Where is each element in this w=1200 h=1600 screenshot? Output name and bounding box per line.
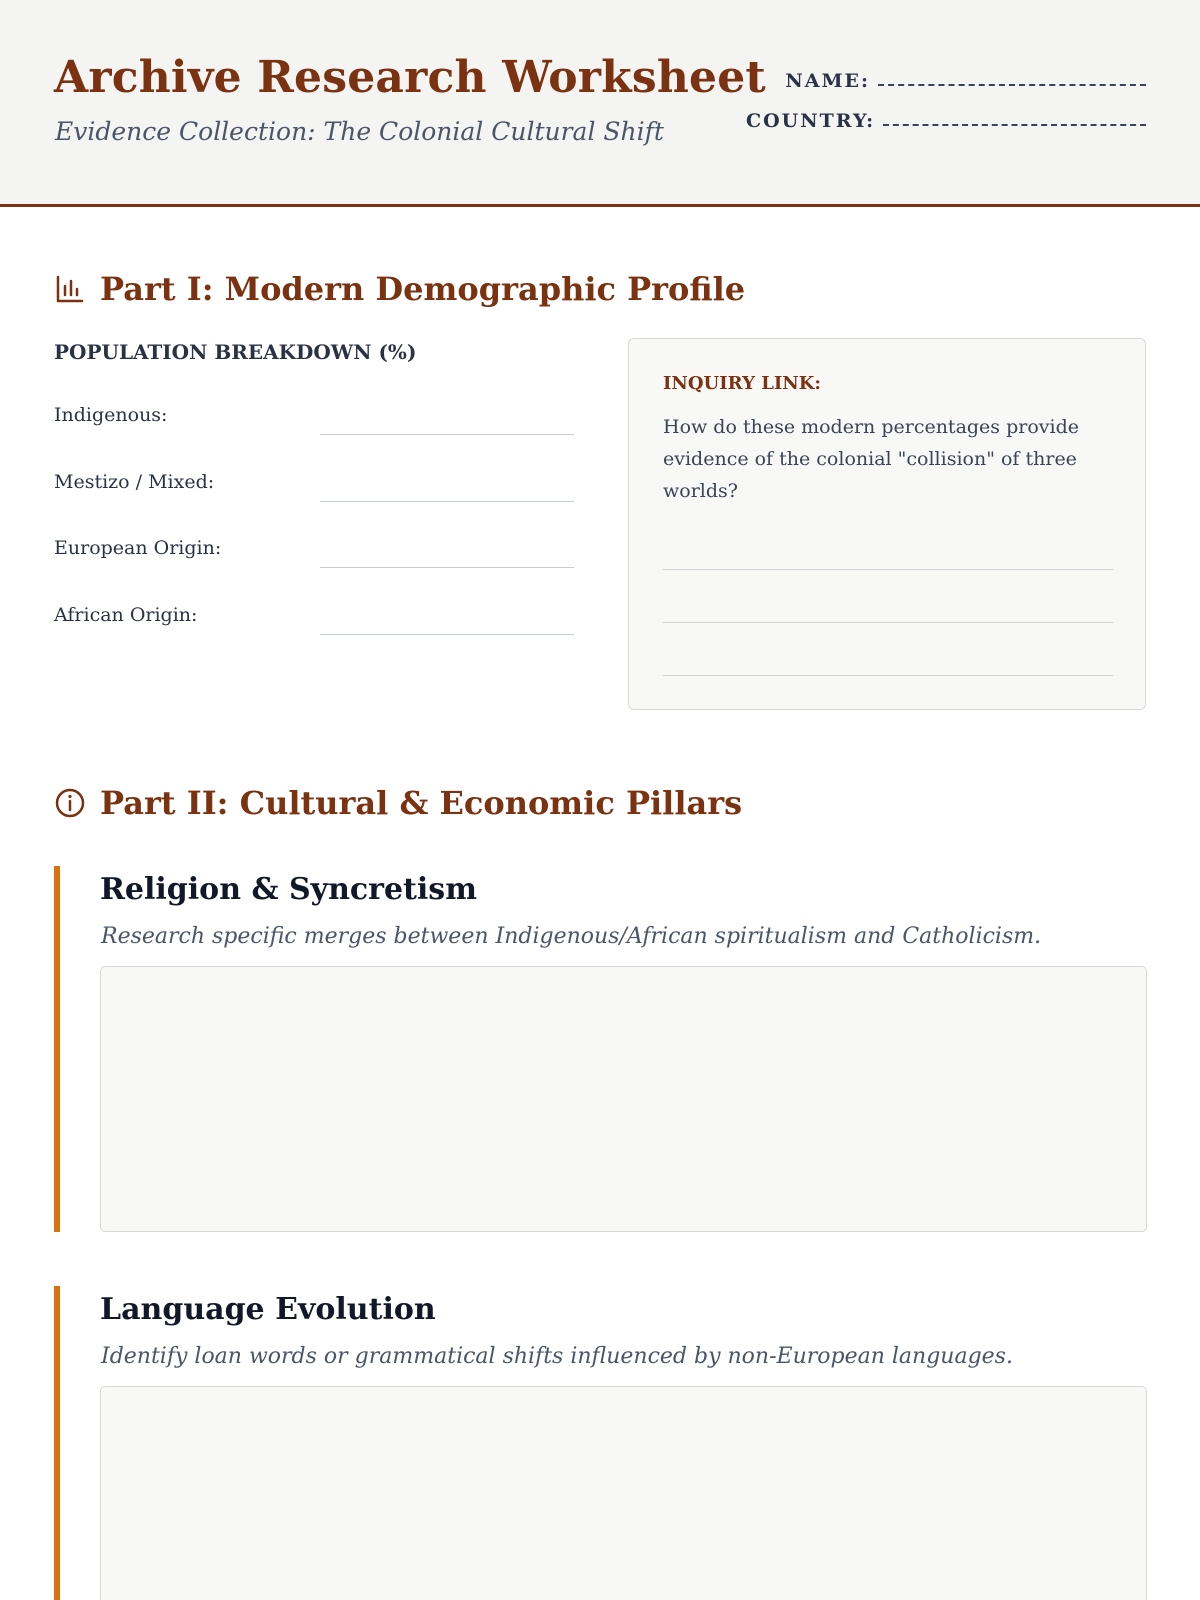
language-response-box[interactable] xyxy=(100,1386,1147,1600)
info-circle-icon xyxy=(54,787,86,819)
inquiry-box xyxy=(628,338,1146,710)
population-row xyxy=(54,471,574,511)
african-field[interactable] xyxy=(320,634,574,635)
population-label: European Origin: xyxy=(54,537,222,559)
population-row xyxy=(54,404,574,444)
indigenous-field[interactable] xyxy=(320,434,574,435)
pillar-religion xyxy=(54,866,1147,1232)
name-row xyxy=(746,52,1146,92)
population-title: POPULATION BREAKDOWN (%) xyxy=(54,340,417,364)
part2-title: Part II: Cultural & Economic Pillars xyxy=(100,784,743,822)
part1-title: Part I: Modern Demographic Profile xyxy=(100,270,746,308)
population-label: African Origin: xyxy=(54,604,198,626)
page-title: Archive Research Worksheet xyxy=(54,52,766,103)
religion-response-box[interactable] xyxy=(100,966,1147,1232)
european-field[interactable] xyxy=(320,567,574,568)
country-field[interactable] xyxy=(883,123,1146,126)
answer-line[interactable] xyxy=(663,675,1113,676)
name-field[interactable] xyxy=(878,83,1146,86)
pillar-language xyxy=(54,1286,1147,1600)
bar-chart-icon xyxy=(54,273,86,305)
pillar-description: Research specific merges between Indigenous/African spiritualism and Catholicism. xyxy=(101,924,1042,949)
page-subtitle: Evidence Collection: The Colonial Cultural Shift xyxy=(55,117,664,146)
answer-line[interactable] xyxy=(663,569,1113,570)
worksheet-header xyxy=(0,0,1200,207)
country-label: COUNTRY: xyxy=(746,110,876,132)
pillar-title: Language Evolution xyxy=(100,1292,436,1327)
inquiry-question: How do these modern percentages provide evidence of the colonial "collision" of three worlds? xyxy=(663,416,1079,502)
pillar-title: Religion & Syncretism xyxy=(100,872,477,907)
population-row xyxy=(54,604,574,644)
answer-line[interactable] xyxy=(663,622,1113,623)
population-label: Indigenous: xyxy=(54,404,168,426)
country-row xyxy=(746,92,1146,132)
student-info xyxy=(746,52,1146,132)
population-row xyxy=(54,537,574,577)
part1-heading xyxy=(54,270,745,308)
part2-heading xyxy=(54,784,742,822)
inquiry-label: INQUIRY LINK: xyxy=(663,373,822,394)
pillar-description: Identify loan words or grammatical shifts influenced by non-European languages. xyxy=(101,1344,1013,1369)
population-label: Mestizo / Mixed: xyxy=(54,471,215,493)
mestizo-field[interactable] xyxy=(320,501,574,502)
name-label: NAME: xyxy=(785,70,870,92)
